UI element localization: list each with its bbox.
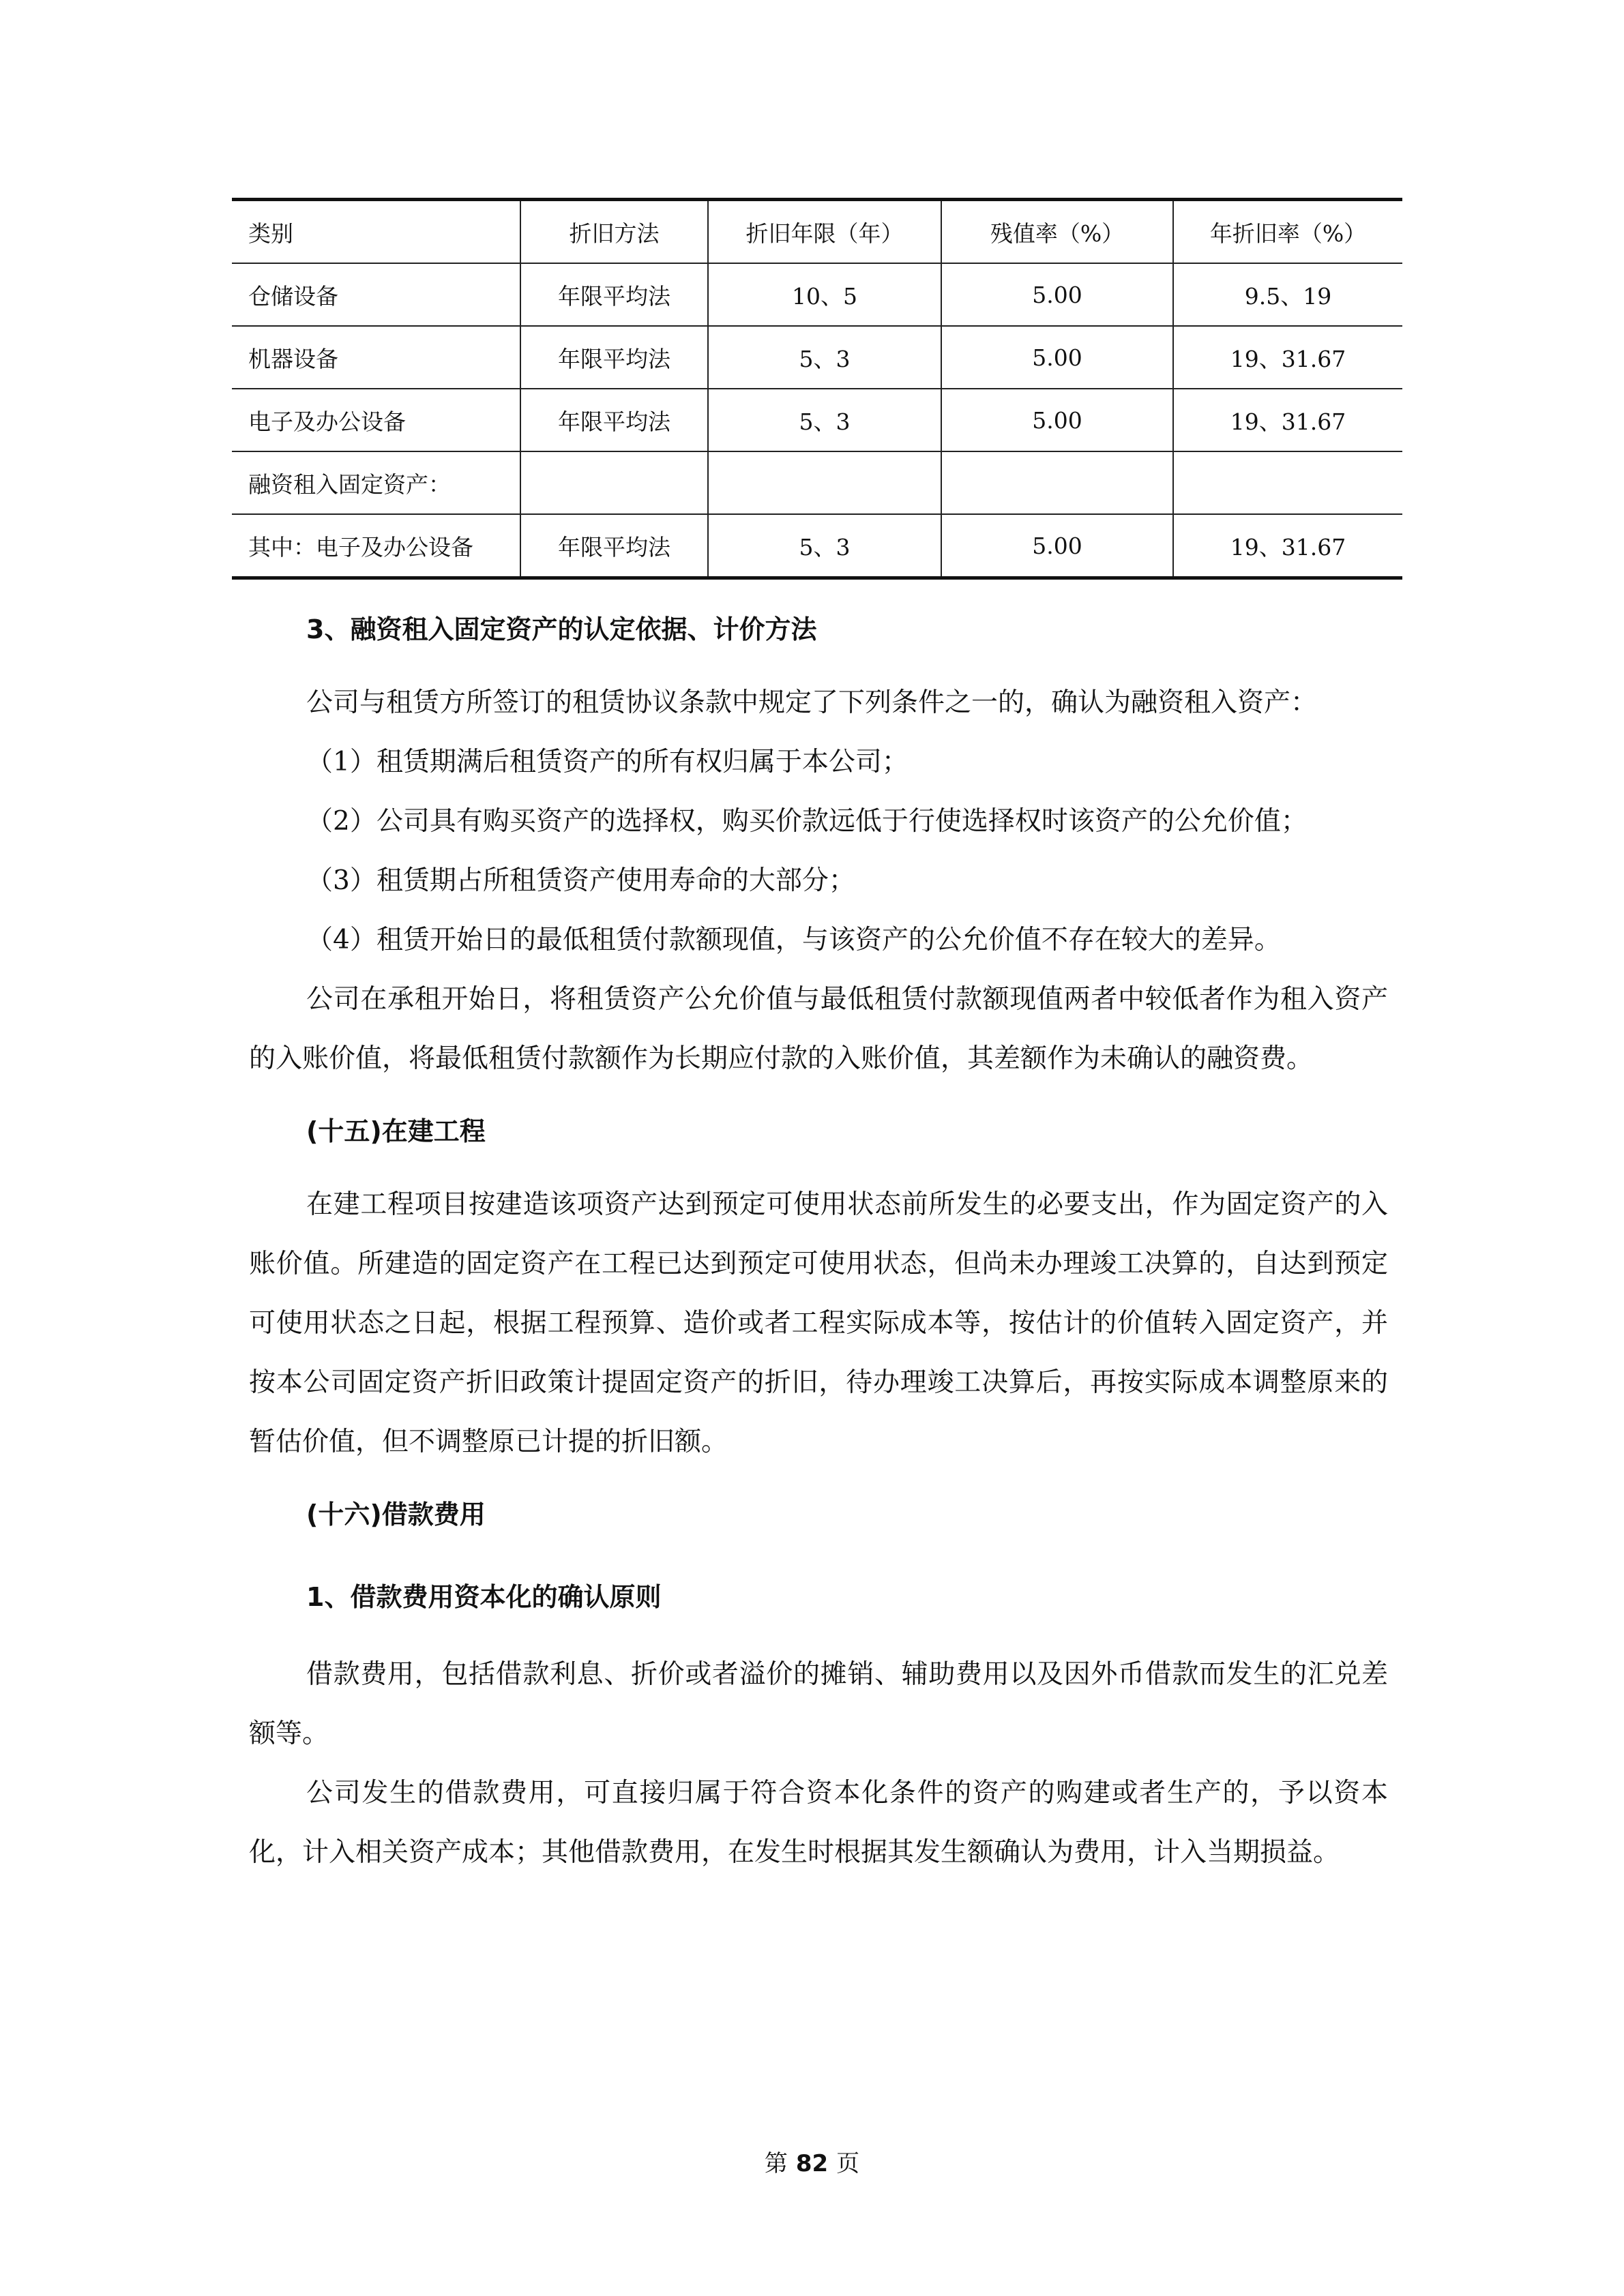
page-prefix: 第 (764, 2150, 788, 2177)
document-body (249, 600, 1388, 1882)
cell-method (520, 451, 708, 514)
header-category: 类别 (232, 200, 520, 264)
table-row (232, 389, 1402, 451)
section15-heading: (十五)在建工程 (306, 1116, 486, 1146)
section3-item-2: （2）公司具有购买资产的选择权，购买价款远低于行使选择权时该资产的公允价值； (306, 806, 1308, 837)
header-years: 折旧年限（年） (708, 200, 941, 264)
cell-years (708, 451, 941, 514)
section16-sub1-heading: 1、借款费用资本化的确认原则 (306, 1582, 662, 1612)
table-header-row (232, 200, 1402, 264)
section3-item-3: （3）租赁期占所租赁资产使用寿命的大部分； (306, 865, 855, 896)
cell-years: 5、3 (708, 389, 941, 451)
section3-item-1: （1）租赁期满后租赁资产的所有权归属于本公司； (306, 747, 909, 777)
section16-para1: 借款费用，包括借款利息、折价或者溢价的摊销、辅助费用以及因外币借款而发生的汇兑差额等。 (249, 1659, 1388, 1749)
cell-annual-rate: 19、31.67 (1173, 326, 1402, 389)
header-method: 折旧方法 (520, 200, 708, 264)
cell-category: 其中：电子及办公设备 (232, 514, 520, 578)
section16-para2: 公司发生的借款费用，可直接归属于符合资本化条件的资产的购建或者生产的，予以资本化，计入相关资产成本；其他借款费用，在发生时根据其发生额确认为费用，计入当期损益。 (249, 1778, 1388, 1868)
section3-closing: 公司在承租开始日，将租赁资产公允价值与最低租赁付款额现值两者中较低者作为租入资产的入账价值，将最低租赁付款额作为长期应付款的入账价值，其差额作为未确认的融资费。 (249, 984, 1388, 1074)
depreciation-table (232, 198, 1402, 580)
table-row (232, 263, 1402, 326)
cell-annual-rate: 19、31.67 (1173, 514, 1402, 578)
cell-residual-rate: 5.00 (941, 326, 1173, 389)
header-annual-rate: 年折旧率（%） (1173, 200, 1402, 264)
cell-years: 5、3 (708, 514, 941, 578)
table-row (232, 326, 1402, 389)
section3-intro: 公司与租赁方所签订的租赁协议条款中规定了下列条件之一的，确认为融资租入资产： (306, 687, 1318, 718)
page-footer (0, 2145, 1624, 2178)
cell-category: 机器设备 (232, 326, 520, 389)
section3-item-4: （4）租赁开始日的最低租赁付款额现值，与该资产的公允价值不存在较大的差异。 (306, 925, 1281, 955)
cell-category: 电子及办公设备 (232, 389, 520, 451)
cell-residual-rate: 5.00 (941, 389, 1173, 451)
cell-years: 5、3 (708, 326, 941, 389)
section16-heading: (十六)借款费用 (306, 1500, 486, 1530)
table-row (232, 451, 1402, 514)
section3-heading: 3、融资租入固定资产的认定依据、计价方法 (306, 614, 817, 644)
cell-method: 年限平均法 (520, 263, 708, 326)
page-suffix: 页 (836, 2150, 860, 2177)
cell-method: 年限平均法 (520, 389, 708, 451)
page-number: 82 (795, 2150, 829, 2177)
cell-category: 仓储设备 (232, 263, 520, 326)
cell-method: 年限平均法 (520, 514, 708, 578)
cell-annual-rate: 9.5、19 (1173, 263, 1402, 326)
cell-category: 融资租入固定资产： (232, 451, 520, 514)
cell-residual-rate: 5.00 (941, 263, 1173, 326)
section15-body: 在建工程项目按建造该项资产达到预定可使用状态前所发生的必要支出，作为固定资产的入账价值。所建造的固定资产在工程已达到预定可使用状态，但尚未办理竣工决算的，自达到预定可使用状态之日起，根据工程预算、造价或者工程实际成本等，按估计的价值转入固定资产，并按本公司固定资产折旧政策计提固定资产的折旧，待办理竣工决算后，再按实际成本调整原来的暂估价值，但不调整原已计提的折旧额。 (249, 1189, 1388, 1457)
header-residual-rate: 残值率（%） (941, 200, 1173, 264)
cell-years: 10、5 (708, 263, 941, 326)
cell-annual-rate: 19、31.67 (1173, 389, 1402, 451)
cell-residual-rate (941, 451, 1173, 514)
table-row (232, 514, 1402, 578)
cell-method: 年限平均法 (520, 326, 708, 389)
cell-residual-rate: 5.00 (941, 514, 1173, 578)
cell-annual-rate (1173, 451, 1402, 514)
